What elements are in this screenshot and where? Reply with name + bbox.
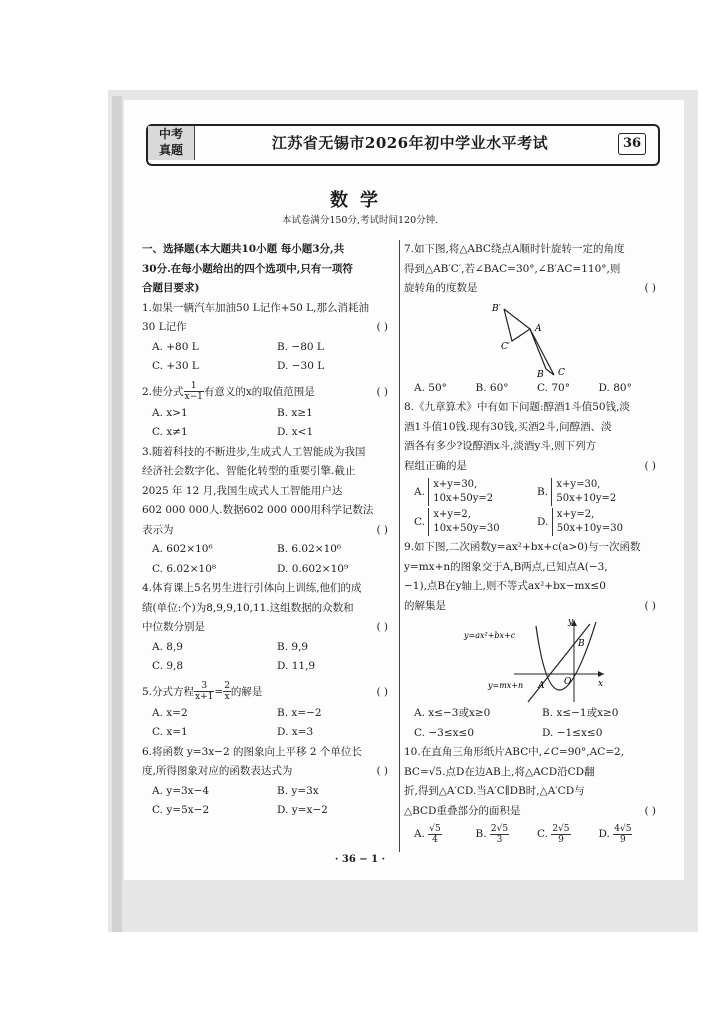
q10-option-c: C. $\frac{2√5}{9}$ [537,823,570,845]
x-axis-arrow [598,671,604,677]
q2-option-d: D. x<1 [277,426,314,438]
q9-function-graph [404,616,660,704]
q5-equals: = [214,685,224,698]
question-2: 2.使分式 $\frac{1}{x-1}$ 有意义的x的取值范围是 ( ) A. x>1 B. x≥1 C. x≠1 D. x<1 [142,380,392,443]
badge-line2: 真题 [158,143,183,157]
q10-option-a: A. $\frac{√5}{4}$ [414,823,441,845]
q4-option-a: A. 8,9 [152,640,183,653]
q3-option-d: D. 0.602×10⁹ [277,562,349,575]
q2-text-pre: 2.使分式 [142,385,184,398]
scan-shadow [112,96,122,932]
q9-text-2: y=mx+n的图象交于A,B两点,已知点A(−3, [404,560,608,573]
page-number: · 36 − 1 · [334,854,386,865]
q7-option-a: A. 50° [414,381,447,394]
q1-option-a: A. +80 L [152,340,199,353]
q7-option-b: B. 60° [475,381,509,394]
label-x: x [598,679,604,689]
q10-text-3: 折,得到△A′CD.当A′C∥DB时,△A′CD与 [404,785,585,797]
label-c-prime: C′ [501,341,510,352]
q6-option-c: C. y=5x−2 [152,804,210,816]
question-1 [142,299,392,377]
q8-text-4: 程组正确的是 [404,459,467,472]
q5-option-d: D. x=3 [277,726,314,738]
q1-text-2: 30 L记作 [142,321,187,333]
q8-option-d: D. x+y=2, 50x+10y=30 [537,509,623,534]
q7-text-3: 旋转角的度数是 [404,282,478,294]
q5-option-a: A. x=2 [152,706,188,719]
q9-option-b: B. x≤−1或x≥0 [542,707,619,719]
q5-fraction-left: $\frac{3}{x+1}$ [195,681,214,702]
q9-text-1: 9.如下图,二次函数y=ax²+bx+c(a>0)与一次函数 [404,541,641,553]
left-column [142,240,392,821]
label-y: y [568,617,574,627]
q1-option-b: B. −80 L [277,340,324,353]
label-point-b: B [578,639,585,649]
triangle-abc-prime [504,309,530,341]
q4-text-2: 绩(单位:个)为8,9,9,10,11.这组数据的众数和 [142,601,354,614]
triangle-abc [530,329,554,375]
q1-option-d: D. −30 L [277,360,325,372]
q3-text-2: 经济社会数字化、智能化转型的重要引擎.截止 [142,465,356,477]
q9-option-a: A. x≤−3或x≥0 [414,707,491,719]
q8-option-a: A. x+y=30, 10x+50y=2 [414,479,494,504]
q8-option-b: B. x+y=30, 50x+10y=2 [537,479,617,504]
label-origin: O [564,677,572,687]
q1-option-c: C. +30 L [152,360,199,372]
q3-text-3: 2025 年 12 月,我国生成式人工智能用户达 [142,484,343,497]
question-7: 7.如下图,将△ABC绕点A顺时针旋转一定的角度 得到△AB′C′,若∠BAC=30°,∠B′AC=110°,则 旋转角的度数是 ( ) B′ C′ A B C A. 50° B. 60° C. 70° D. 80° [404,240,660,398]
q5-text-pre: 5.分式方程 [142,685,195,698]
q6-text-2: 度,所得图象对应的函数表达式为 [142,765,293,777]
question-3: 3.随着科技的不断进步,生成式人工智能成为我国 经济社会数字化、智能化转型的重要引擎.截止 2025 年 12 月,我国生成式人工智能用户达 602 000 000人.数据602 000 000用科学记数法 表示为 ( ) A. 602×10⁶ B. 6.02×10⁶ C. 6.02×10⁸ D. 0.602×10⁹ [142,443,392,580]
q2-text-post: 有意义的x的取值范围是 [203,385,315,398]
section-heading-line1: 一、选择题(本大题共10小题 每小题3分,共 [142,243,345,255]
q7-text-2: 得到△AB′C′,若∠BAC=30°,∠B′AC=110°,则 [404,262,621,275]
q3-option-a: A. 602×10⁶ [152,543,213,555]
q3-option-c: C. 6.02×10⁸ [152,562,217,575]
q6-text-1: 6.将函数 y=3x−2 的图象向上平移 2 个单位长 [142,745,362,758]
q10-text-2: BC=√5.点D在边AB上,将△ACD沿CD翻 [404,765,595,778]
question-6: 6.将函数 y=3x−2 的图象向上平移 2 个单位长 度,所得图象对应的函数表达式为 ( ) A. y=3x−4 B. y=3x C. y=5x−2 D. y=x−2 [142,743,392,821]
q3-option-b: B. 6.02×10⁶ [277,543,342,555]
q7-option-c: C. 70° [537,381,570,394]
q9-text-3: −1),点B在y轴上,则不等式ax²+bx−mx≤0 [404,580,606,592]
q1-text-1: 1.如果一辆汽车加油50 L记作+50 L,那么消耗油 [142,301,369,314]
exam-instructions: 本试卷满分150分,考试时间120分钟. [281,215,439,226]
q2-option-b: B. x≥1 [277,406,313,419]
q8-text-2: 酒1斗值10钱.现有30钱,买酒2斗,问醇酒、淡 [404,420,612,433]
exam-title: 江苏省无锡市2026年初中学业水平考试 [271,134,549,152]
q4-text-1: 4.体育课上5名男生进行引体向上训练,他们的成 [142,582,362,594]
label-b-prime: B′ [492,303,501,314]
question-8: 8.《九章算术》中有如下问题:醇酒1斗值50钱,淡 酒1斗值10钱.现有30钱,买酒2斗,问醇酒、淡 酒各有多少?设醇酒x斗,淡酒y斗,则下列方 程组正确的是 ( ) A. x+y=30, 10x+50y=2 B. x+y=30, 50x+10y=2 C. x+y=2, 10x+50y=30 D. x+y=2, 50x+10y=30 [404,398,660,536]
q3-text-1: 3.随着科技的不断进步,生成式人工智能成为我国 [142,445,366,458]
label-c: C [558,367,565,378]
q4-option-b: B. 9,9 [277,640,309,653]
q3-text-5: 表示为 [142,523,174,536]
q9-option-d: D. −1≤x≤0 [542,726,603,739]
badge-line1: 中考 [158,127,183,141]
label-linear: y=mx+n [488,681,524,690]
q5-option-c: C. x=1 [152,726,188,738]
q10-text-1: 10.在直角三角形纸片ABC中,∠C=90°,AC=2, [404,746,625,758]
q2-option-c: C. x≠1 [152,426,188,438]
zhongkao-badge [148,126,195,160]
q3-text-4: 602 000 000人.数据602 000 000用科学记数法 [142,504,374,516]
q7-rotation-figure [404,299,660,379]
label-quadratic: y=ax²+bx+c [464,631,516,640]
question-4: 4.体育课上5名男生进行引体向上训练,他们的成 绩(单位:个)为8,9,9,10,11.这组数据的众数和 中位数分别是 ( ) A. 8,9 B. 9,9 C. 9,8 D. 11,9 [142,579,392,677]
exam-number: 36 [618,133,646,155]
q5-fraction-right: $\frac{2}{x}$ [224,681,230,702]
q10-option-d: D. $\frac{4√5}{9}$ [598,823,632,845]
section-heading-line3: 合题目要求) [142,282,200,294]
question-5: 5.分式方程 $\frac{3}{x+1}$ = $\frac{2}{x}$ 的解是 ( ) A. x=2 B. x=−2 C. x=1 D. x=3 [142,680,392,743]
q10-option-b: B. $\frac{2√5}{3}$ [475,823,509,845]
q5-text-post: 的解是 [230,685,263,698]
q6-option-a: A. y=3x−4 [152,784,210,797]
q9-option-c: C. −3≤x≤0 [414,726,475,739]
q9-text-4: 的解集是 [404,599,446,612]
q2-fraction: $\frac{1}{x-1}$ [184,381,203,402]
q8-option-c: C. x+y=2, 10x+50y=30 [414,509,500,534]
q4-option-c: C. 9,8 [152,660,184,672]
question-10: 10.在直角三角形纸片ABC中,∠C=90°,AC=2, BC=√5.点D在边AB上,将△ACD沿CD翻 折,得到△A′CD.当A′C∥DB时,△A′CD与 △BCD重叠部分的面积是 ( ) A. $\frac{√5}{4}$ B. $\frac{2√5}{3}$ C. $\frac{2√5}{9}$ D. $\frac{4√5}{9}$ [404,743,660,847]
section-heading-line2: 30分.在每小题给出的四个选项中,只有一项符 [142,262,353,275]
label-b: B [537,369,544,379]
column-divider [399,240,400,852]
answer-paren: ( ) [376,321,388,333]
q4-text-3: 中位数分别是 [142,621,205,633]
right-column [404,240,660,847]
q8-text-3: 酒各有多少?设醇酒x斗,淡酒y斗,则下列方 [404,440,597,452]
q7-option-d: D. 80° [598,381,632,394]
q6-option-b: B. y=3x [277,784,319,797]
q8-text-1: 8.《九章算术》中有如下问题:醇酒1斗值50钱,淡 [404,401,630,413]
q4-option-d: D. 11,9 [277,660,316,672]
q2-option-a: A. x>1 [152,406,188,419]
subject-title: 数学 [330,190,390,211]
label-point-a: A [538,681,545,691]
q7-text-1: 7.如下图,将△ABC绕点A顺时针旋转一定的角度 [404,243,625,255]
q10-text-4: △BCD重叠部分的面积是 [404,804,521,817]
q6-option-d: D. y=x−2 [277,804,328,816]
q5-option-b: B. x=−2 [277,706,322,719]
label-a: A [535,323,542,334]
question-9: 9.如下图,二次函数y=ax²+bx+c(a>0)与一次函数 y=mx+n的图象交于A,B两点,已知点A(−3, −1),点B在y轴上,则不等式ax²+bx−mx≤0 的解集是 ( ) y=ax²+bx+c y=mx+n y x O A B A. x≤−3或x≥0 B. x≤−1或x≥0 C. −3≤x≤0 D. −1≤x≤0 [404,538,660,743]
